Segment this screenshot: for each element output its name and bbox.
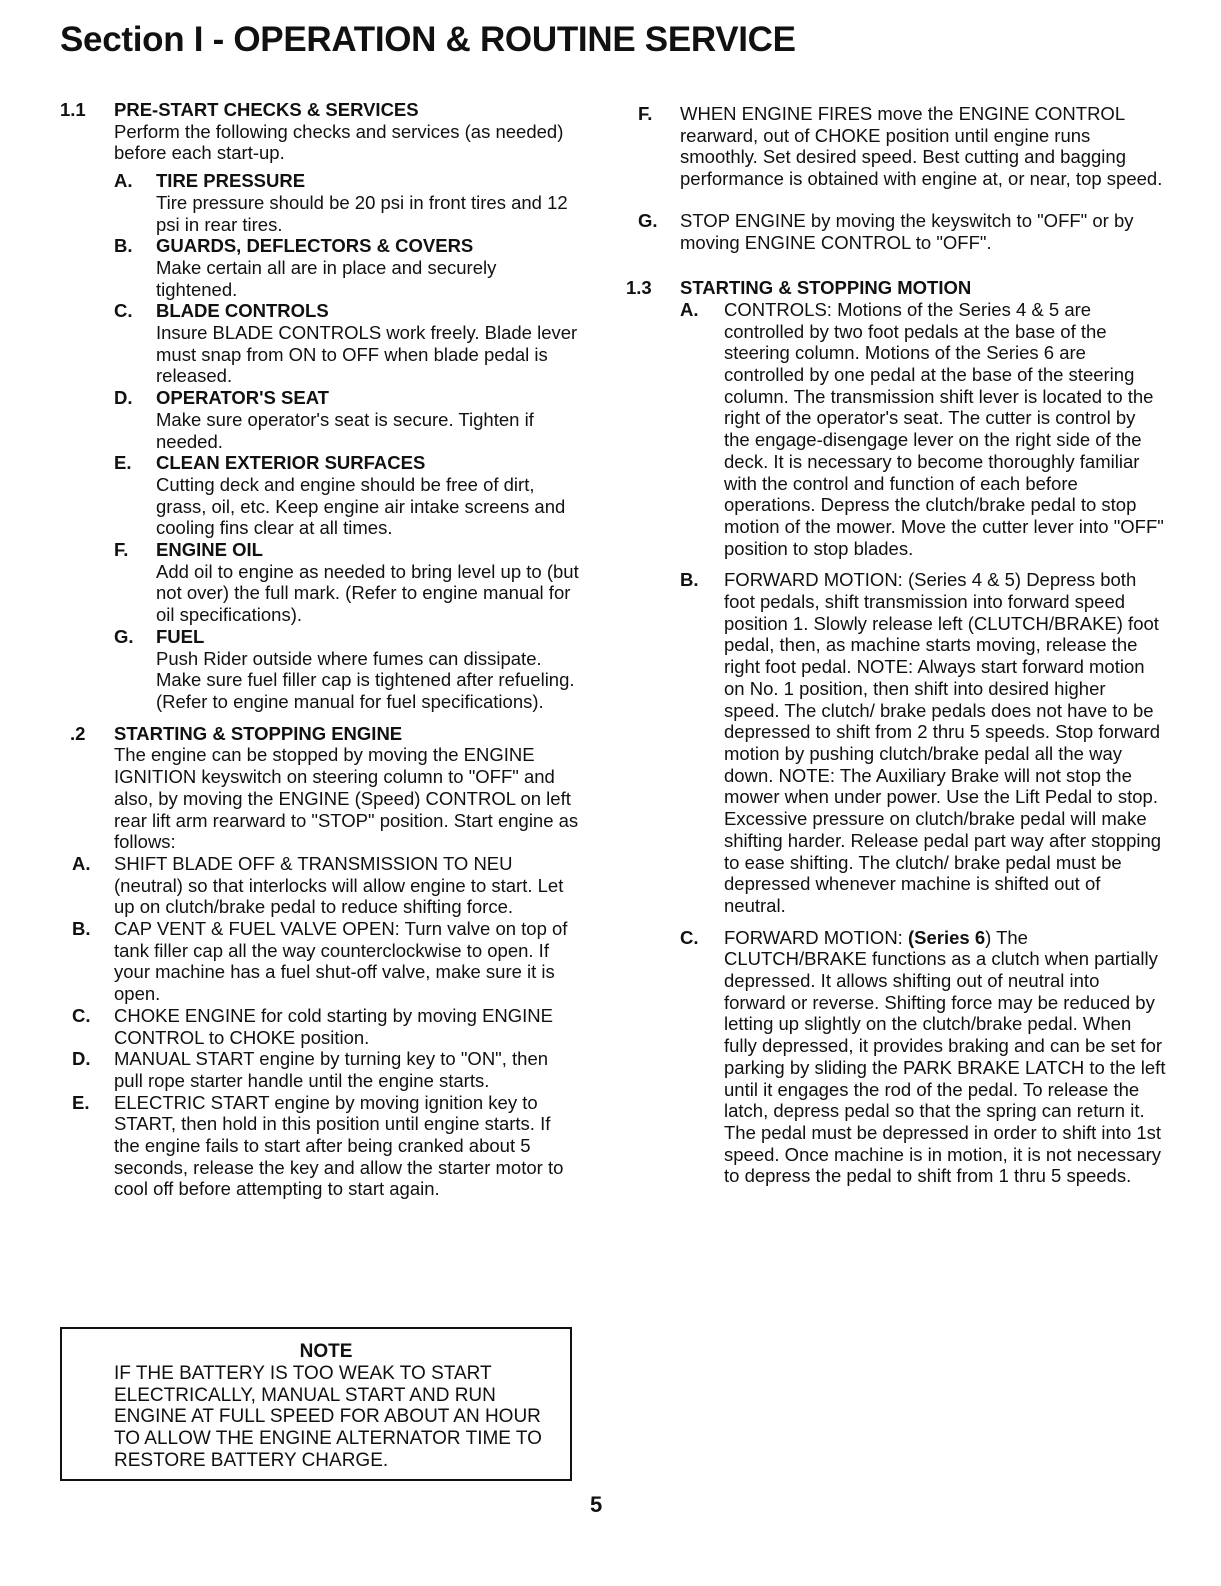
item-letter: B. xyxy=(114,235,133,257)
section-heading: PRE-START CHECKS & SERVICES xyxy=(114,99,419,120)
step-rest: ) The CLUTCH/BRAKE functions as a clutch when partially depressed. It allows shifting out of neutral into forward or reverse. Shifting force may be reduced by letting up slightly on the clutch/brake pedal. When fully depressed, it provides braking and can be set for parking by sliding the PARK BRAKE LATCH to the left until it engages the rod of the pedal. To release the latch, depress pedal so that the spring can return it. The pedal must be depressed in order to shift into 1st speed. Once machine is in motion, it is not necessary to depress the pedal to shift from 1 thru 5 speeds. xyxy=(724,926,1166,1187)
section-heading: STARTING & STOPPING MOTION xyxy=(680,277,972,299)
step-letter: D. xyxy=(72,1048,91,1070)
item-letter: C. xyxy=(114,300,133,322)
item-letter: E. xyxy=(114,452,132,474)
step-engine-fires xyxy=(638,103,1166,190)
step-letter: C. xyxy=(72,1004,91,1026)
section-intro: Perform the following checks and services (as needed) before each start-up. xyxy=(114,120,564,164)
item-heading: BLADE CONTROLS xyxy=(156,300,329,322)
step-letter: B. xyxy=(72,918,91,940)
item-operators-seat xyxy=(114,387,580,452)
item-text: Cutting deck and engine should be free of dirt, grass, oil, etc. Keep engine air intake screens and cooling fins clear at all times. xyxy=(156,473,566,539)
section-intro: The engine can be stopped by moving the ENGINE IGNITION keyswitch on steering column to "OFF" and also, by moving the ENGINE (Speed) CONTROL on left rear lift arm rearward to "STOP" position. Start engine as follows: xyxy=(114,744,579,853)
section-1-3 xyxy=(626,277,1166,1187)
step-letter: C. xyxy=(680,926,699,948)
item-text: Make sure operator's seat is secure. Tighten if needed. xyxy=(156,408,534,452)
step-text: CHOKE ENGINE for cold starting by moving ENGINE CONTROL to CHOKE position. xyxy=(114,1004,553,1048)
step-shift-blade xyxy=(72,853,580,918)
step-text: STOP ENGINE by moving the keyswitch to "OFF" or by moving ENGINE CONTROL to "OFF". xyxy=(680,209,1134,253)
step-electric-start xyxy=(72,1092,580,1201)
step-text: FORWARD MOTION: (Series 4 & 5) Depress both foot pedals, shift transmission into forward speed position 1. Slowly release left (CLUTCH/BRAKE) foot pedal, then, as machine starts moving, release the right foot pedal. NOTE: Always start forward motion on No. 1 position, then shift into desired higher speed. The clutch/ brake pedals does not have to be depressed to shift from 2 thru 5 speeds. Stop forward motion by pushing clutch/brake pedal all the way down. NOTE: The Auxiliary Brake will not stop the mower when under power. Use the Lift Pedal to stop. Excessive pressure on clutch/brake pedal will make shifting harder. Release pedal part way after stopping to ease shifting. The clutch/ brake pedal must be depressed whenever machine is shifted out of neutral. xyxy=(724,569,1162,916)
item-text: Make certain all are in place and securely tightened. xyxy=(156,256,497,300)
step-stop-engine xyxy=(638,209,1166,253)
note-text: IF THE BATTERY IS TOO WEAK TO START ELECTRICALLY, MANUAL START AND RUN ENGINE AT FULL SPEED FOR ABOUT AN HOUR TO ALLOW THE ENGINE ALTERNATOR TIME TO RESTORE BATTERY CHARGE. xyxy=(114,1362,542,1471)
item-text: Tire pressure should be 20 psi in front tires and 12 psi in rear tires. xyxy=(156,191,568,235)
item-letter: G. xyxy=(114,625,134,647)
item-tire-pressure xyxy=(114,170,580,235)
step-text xyxy=(724,927,1166,1187)
item-heading: CLEAN EXTERIOR SURFACES xyxy=(156,452,426,474)
item-letter: F. xyxy=(114,539,129,561)
item-heading: TIRE PRESSURE xyxy=(156,170,306,192)
item-blade-controls xyxy=(114,300,580,387)
step-text: ELECTRIC START engine by moving ignition key to START, then hold in this position until engine starts. If the engine fails to start after being cranked about 5 seconds, release the key and allow the starter motor to cool off before attempting to start again. xyxy=(114,1091,564,1200)
motion-controls xyxy=(680,299,1166,559)
step-text: CONTROLS: Motions of the Series 4 & 5 are controlled by two foot pedals at the base of the steering column. Motions of the Series 6 are controlled by one pedal at the base of the steering column. The transmission shift lever is located to the right of the operator's seat. The cutter is control by the engage-disengage lever on the right side of the deck. It is necessary to become thoroughly familiar with the control and function of each before operations. Depress the clutch/brake pedal to stop motion of the mower. Move the cutter lever into "OFF" position to stop blades. xyxy=(724,298,1164,559)
item-letter: D. xyxy=(114,387,133,409)
item-text: Insure BLADE CONTROLS work freely. Blade lever must snap from ON to OFF when blade pedal is released. xyxy=(156,322,578,387)
item-heading: FUEL xyxy=(156,625,205,647)
battery-note-box xyxy=(60,1327,572,1481)
item-fuel xyxy=(114,626,580,713)
item-text: Push Rider outside where fumes can dissipate. Make sure fuel filler cap is tightened after refueling. (Refer to engine manual for fuel specifications). xyxy=(156,647,575,712)
step-letter: A. xyxy=(72,852,91,874)
item-guards xyxy=(114,235,580,300)
item-heading: ENGINE OIL xyxy=(156,539,263,561)
note-title: NOTE xyxy=(299,1341,353,1362)
motion-forward-series-6 xyxy=(680,927,1166,1187)
section-1-1 xyxy=(60,99,580,713)
step-text: SHIFT BLADE OFF & TRANSMISSION TO NEU (neutral) so that interlocks will allow engine to start. Let up on clutch/brake pedal to reduce shifting force. xyxy=(114,852,564,918)
step-letter: G. xyxy=(638,209,658,231)
item-text: Add oil to engine as needed to bring level up to (but not over) the full mark. (Refer to engine manual for oil specifications). xyxy=(156,560,579,626)
step-lead: FORWARD MOTION: xyxy=(724,926,908,948)
step-text: WHEN ENGINE FIRES move the ENGINE CONTROL rearward, out of CHOKE position until engine runs smoothly. Set desired speed. Best cutting and bagging performance is obtained with engine at, or near, top speed. xyxy=(680,103,1163,190)
page-title: Section I - OPERATION & ROUTINE SERVICE xyxy=(60,20,796,59)
section-number: 1.1 xyxy=(60,99,86,120)
section-1-2 xyxy=(60,723,580,1200)
motion-forward-series-4-5 xyxy=(680,569,1166,916)
step-letter: A. xyxy=(680,298,699,320)
item-heading: GUARDS, DEFLECTORS & COVERS xyxy=(156,235,474,257)
page-number: 5 xyxy=(590,1492,603,1517)
right-column xyxy=(626,103,1166,1187)
item-clean-surfaces xyxy=(114,452,580,539)
left-column xyxy=(60,99,580,1200)
item-heading: OPERATOR'S SEAT xyxy=(156,387,329,409)
section-number: .2 xyxy=(70,722,86,744)
step-text: MANUAL START engine by turning key to "ON", then pull rope starter handle until the engine starts. xyxy=(114,1048,549,1091)
section-number: 1.3 xyxy=(626,277,652,299)
section-heading: STARTING & STOPPING ENGINE xyxy=(114,722,403,744)
step-letter: F. xyxy=(638,103,653,124)
step-cap-vent xyxy=(72,918,580,1005)
step-manual-start xyxy=(72,1048,580,1091)
step-series-bold: (Series 6 xyxy=(907,926,986,948)
step-choke xyxy=(72,1005,580,1048)
item-letter: A. xyxy=(114,170,133,192)
step-letter: E. xyxy=(72,1091,90,1113)
item-engine-oil xyxy=(114,539,580,626)
step-letter: B. xyxy=(680,569,699,591)
step-text: CAP VENT & FUEL VALVE OPEN: Turn valve on top of tank filler cap all the way counterclockwise to open. If your machine has a fuel shut-off valve, make sure it is open. xyxy=(114,918,568,1005)
